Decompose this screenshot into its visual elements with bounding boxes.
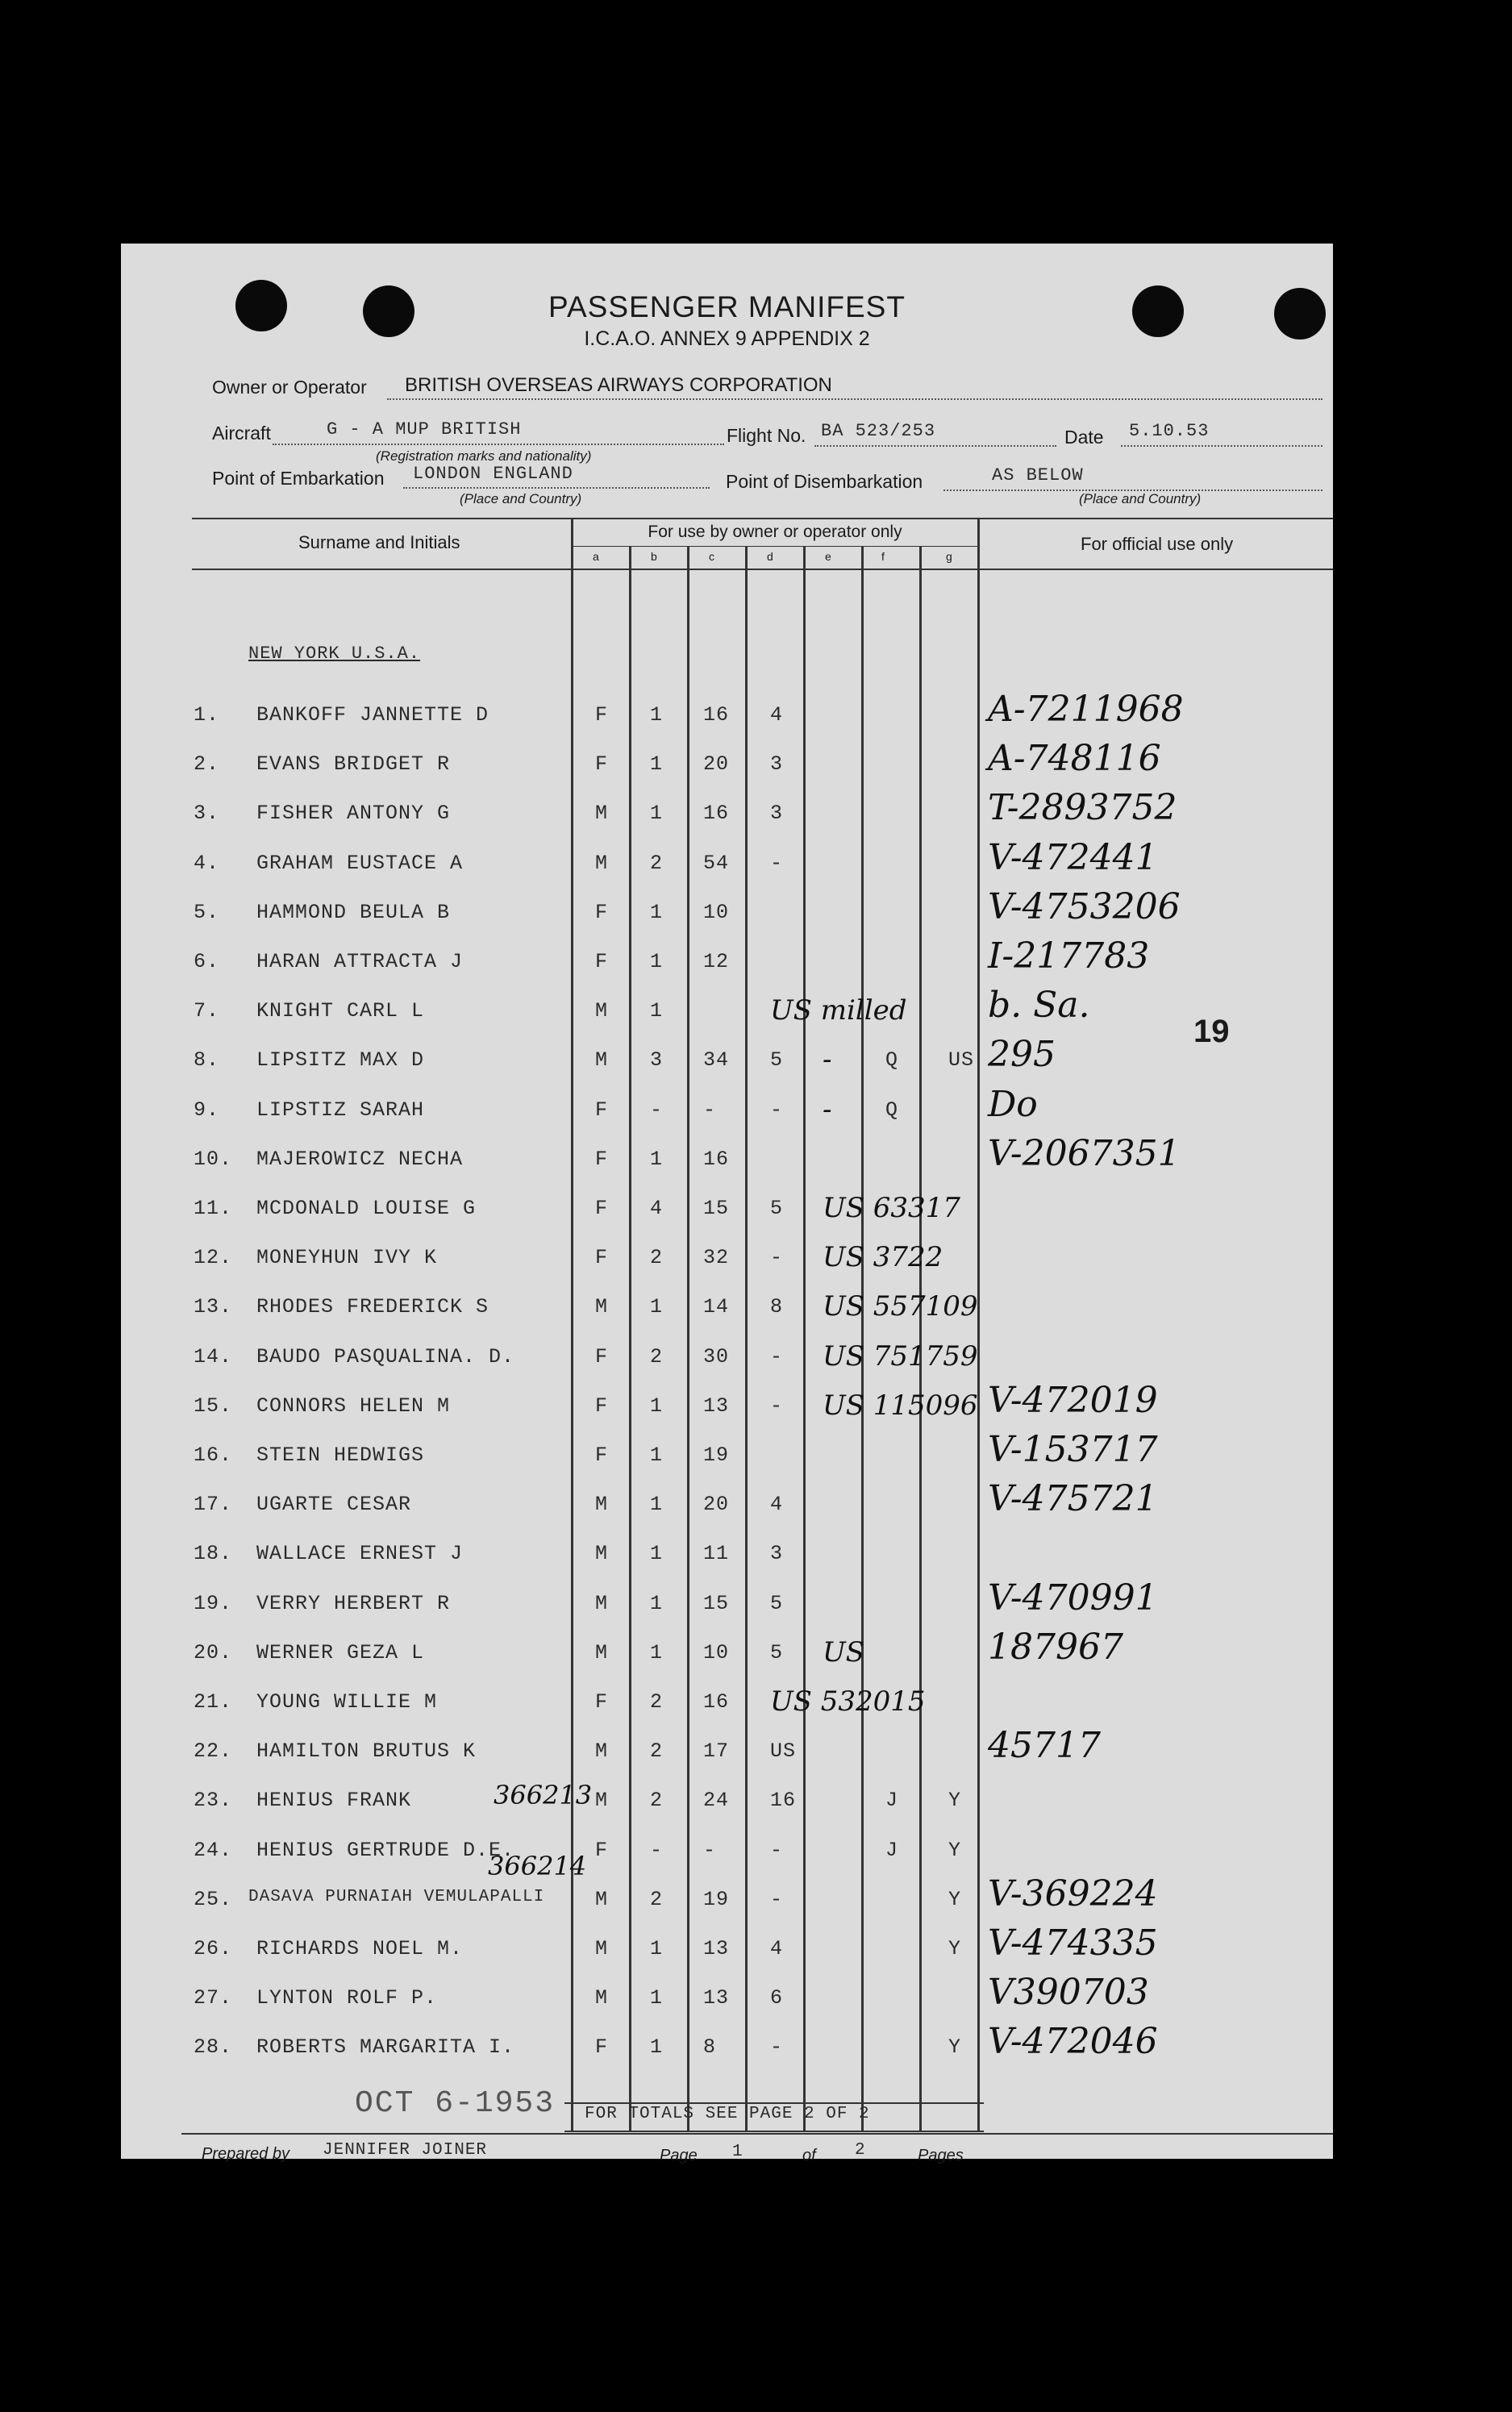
- cell-e: US 3722: [823, 1241, 943, 1274]
- passenger-name: CONNORS HELEN M: [256, 1393, 451, 1418]
- passenger-name: BAUDO PASQUALINA. D.: [256, 1344, 515, 1368]
- cell-d: -: [770, 1344, 784, 1368]
- row-number: 23.: [194, 1789, 233, 1813]
- totals-bottom-rule: [564, 2131, 984, 2132]
- section-heading: NEW YORK U.S.A.: [248, 644, 421, 664]
- disembark-note: (Place and Country): [1079, 491, 1202, 506]
- cell-e: US 751759: [823, 1339, 978, 1373]
- embark-label: Point of Embarkation: [212, 468, 385, 489]
- cell-c: 11: [703, 1542, 730, 1566]
- official-number: V-153717: [988, 1429, 1158, 1470]
- row-number: 20.: [194, 1640, 233, 1664]
- table-row: [121, 1034, 1333, 1097]
- cell-c: 16: [703, 802, 730, 826]
- disembark-label: Point of Disembarkation: [726, 471, 923, 492]
- flight-line: [814, 445, 1056, 447]
- cell-e: US 115096: [823, 1389, 978, 1422]
- cell-c: 54: [703, 851, 730, 875]
- cell-b: 1: [650, 752, 664, 777]
- cell-a: M: [595, 1739, 609, 1764]
- passenger-name: LYNTON ROLF P.: [256, 1986, 438, 2010]
- official-number: V-2067351: [988, 1132, 1181, 1174]
- cell-b: 1: [650, 1640, 664, 1664]
- row-number: 22.: [194, 1739, 233, 1764]
- row-number: 14.: [194, 1344, 233, 1368]
- cell-b: 2: [650, 1246, 664, 1270]
- cell-a: M: [595, 1295, 609, 1319]
- handwritten-gertrude-number: 366214: [488, 1851, 587, 1881]
- passenger-name: HAMILTON BRUTUS K: [256, 1739, 477, 1764]
- cell-c: 19: [703, 1443, 730, 1467]
- cell-b: 1: [650, 1147, 664, 1171]
- col-name-header: Surname and Initials: [298, 532, 460, 552]
- registration-note: (Registration marks and nationality): [376, 448, 592, 464]
- official-number: V-472046: [988, 2021, 1158, 2063]
- cell-d: 4: [770, 1493, 784, 1517]
- table-row: [121, 1478, 1333, 1541]
- row-number: 12.: [194, 1246, 233, 1270]
- date-line: [1121, 445, 1322, 447]
- passenger-name: MONEYHUN IVY K: [256, 1246, 438, 1270]
- owner-value: BRITISH OVERSEAS AIRWAYS CORPORATION: [405, 374, 832, 396]
- pages-label: Pages: [918, 2147, 964, 2164]
- table-row: [121, 885, 1333, 949]
- row-number: 11.: [194, 1197, 233, 1220]
- cell-b: 1: [650, 2035, 664, 2060]
- cell-b: -: [650, 1838, 664, 1862]
- cell-c: 15: [703, 1197, 730, 1220]
- cell-a: F: [595, 1690, 609, 1714]
- row-number: 21.: [194, 1690, 233, 1714]
- official-number: V-475721: [988, 1478, 1158, 1520]
- sub-col-e: e: [825, 550, 831, 563]
- page-mark: 19: [1193, 1014, 1230, 1049]
- passenger-name: STEIN HEDWIGS: [256, 1443, 425, 1467]
- row-number: 9.: [194, 1098, 220, 1122]
- col-operator-header: For use by owner or operator only: [648, 523, 902, 541]
- cell-c: 24: [703, 1789, 730, 1813]
- cell-d: 16: [770, 1789, 797, 1813]
- cell-b: 2: [650, 1789, 664, 1813]
- cell-d: 4: [770, 703, 784, 727]
- cell-a: M: [595, 851, 609, 875]
- cell-a: F: [595, 1147, 609, 1171]
- cell-a: F: [595, 1246, 609, 1270]
- cell-b: 2: [650, 1739, 664, 1764]
- official-number: Do: [988, 1083, 1038, 1125]
- cell-d: 5: [770, 1197, 784, 1220]
- sub-col-d: d: [767, 550, 773, 563]
- cell-a: F: [595, 1838, 609, 1862]
- cell-b: 1: [650, 1937, 664, 1960]
- passenger-name: LIPSITZ MAX D: [256, 1048, 425, 1073]
- cell-c: 20: [703, 1493, 730, 1517]
- sub-col-a: a: [593, 550, 599, 563]
- row-number: 26.: [194, 1937, 233, 1960]
- cell-c: 17: [703, 1739, 730, 1764]
- cell-d: -: [770, 851, 784, 875]
- page-subtitle: I.C.A.O. ANNEX 9 APPENDIX 2: [584, 327, 870, 350]
- table-row: [121, 1192, 1333, 1245]
- cell-e: -: [823, 1093, 832, 1126]
- table-row: [121, 1577, 1333, 1640]
- cell-d: -: [770, 1246, 784, 1270]
- cell-a: F: [595, 950, 609, 973]
- aircraft-line: [273, 444, 724, 445]
- official-number: V-474335: [988, 1923, 1158, 1964]
- cell-a: M: [595, 1591, 609, 1615]
- cell-c: -: [703, 1098, 717, 1122]
- operator-sub-rule: [573, 546, 977, 547]
- passenger-name: RICHARDS NOEL M.: [256, 1937, 464, 1960]
- official-number: A-748116: [988, 738, 1161, 780]
- embark-line: [403, 487, 710, 489]
- cell-b: 2: [650, 1344, 664, 1368]
- cell-d: US 532015: [770, 1685, 926, 1718]
- cell-c: 8: [703, 2035, 717, 2060]
- cell-e: US 557109: [823, 1290, 978, 1323]
- page-title: PASSENGER MANIFEST: [548, 290, 906, 323]
- passenger-name: HENIUS GERTRUDE D.E.: [256, 1838, 515, 1862]
- cell-f: J: [885, 1838, 899, 1862]
- passenger-name: HAMMOND BEULA B: [256, 900, 451, 924]
- passenger-name: VERRY HERBERT R: [256, 1591, 451, 1615]
- passenger-name: MAJEROWICZ NECHA: [256, 1147, 464, 1171]
- row-number: 24.: [194, 1838, 233, 1862]
- passenger-name: WERNER GEZA L: [256, 1640, 425, 1664]
- cell-b: 1: [650, 1393, 664, 1418]
- cell-f: J: [885, 1789, 899, 1813]
- official-number: V-369224: [988, 1873, 1158, 1914]
- cell-b: 3: [650, 1048, 664, 1073]
- handwritten-frank-number: 366213: [494, 1780, 593, 1810]
- cell-c: 19: [703, 1887, 730, 1911]
- embark-value: LONDON ENGLAND: [413, 464, 573, 484]
- row-number: 16.: [194, 1443, 233, 1467]
- cell-e: US: [823, 1635, 864, 1668]
- row-number: 18.: [194, 1542, 233, 1566]
- cell-d: 5: [770, 1640, 784, 1664]
- cell-d: 8: [770, 1295, 784, 1319]
- sub-col-b: b: [651, 550, 657, 563]
- official-number: A-7211968: [988, 689, 1184, 730]
- cell-d: -: [770, 1393, 784, 1418]
- cell-b: -: [650, 1098, 664, 1122]
- cell-d: 5: [770, 1591, 784, 1615]
- footer-rule: [181, 2133, 1333, 2135]
- prepared-value: JENNIFER JOINER: [323, 2141, 488, 2160]
- cell-c: 32: [703, 1246, 730, 1270]
- passenger-name: GRAHAM EUSTACE A: [256, 851, 464, 875]
- prepared-label: Prepared by: [202, 2145, 289, 2163]
- cell-d: -: [770, 1838, 784, 1862]
- cell-a: F: [595, 703, 609, 727]
- cell-f: Q: [885, 1098, 899, 1122]
- table-row: [121, 935, 1333, 998]
- official-number: T-2893752: [988, 787, 1177, 829]
- cell-b: 2: [650, 851, 664, 875]
- of-label: of: [802, 2147, 816, 2164]
- cell-a: F: [595, 1443, 609, 1467]
- cell-b: 2: [650, 1887, 664, 1911]
- cell-c: -: [703, 1838, 717, 1862]
- cell-a: M: [595, 1937, 609, 1960]
- cell-c: 16: [703, 703, 730, 727]
- official-number: V-470991: [988, 1577, 1158, 1618]
- table-row: [121, 1626, 1333, 1689]
- row-number: 3.: [194, 802, 220, 826]
- page-value: 1: [732, 2143, 744, 2161]
- flight-value: BA 523/253: [821, 421, 936, 441]
- cell-d: 6: [770, 1986, 784, 2010]
- row-number: 4.: [194, 851, 220, 875]
- passenger-name: EVANS BRIDGET R: [256, 752, 451, 777]
- of-value: 2: [855, 2141, 866, 2160]
- aircraft-value: G - A MUP BRITISH: [327, 419, 522, 439]
- row-number: 1.: [194, 703, 220, 727]
- cell-a: F: [595, 1344, 609, 1368]
- totals-note: FOR TOTALS SEE PAGE 2 OF 2: [585, 2105, 870, 2123]
- row-number: 13.: [194, 1295, 233, 1319]
- cell-a: F: [595, 1098, 609, 1122]
- date-stamp: OCT 6-1953: [355, 2086, 556, 2121]
- table-row: [121, 1241, 1333, 1294]
- cell-c: 12: [703, 950, 730, 973]
- row-number: 19.: [194, 1591, 233, 1615]
- row-number: 2.: [194, 752, 220, 777]
- passenger-name: RHODES FREDERICK S: [256, 1295, 489, 1319]
- cell-d: -: [770, 2035, 784, 2060]
- cell-a: M: [595, 1986, 609, 2010]
- cell-c: 10: [703, 1640, 730, 1664]
- cell-d: 5: [770, 1048, 784, 1073]
- cell-d: US milled: [770, 994, 907, 1027]
- cell-a: M: [595, 1542, 609, 1566]
- owner-line: [387, 398, 1322, 400]
- cell-b: 2: [650, 1690, 664, 1714]
- cell-d: -: [770, 1098, 784, 1122]
- cell-c: 16: [703, 1147, 730, 1171]
- table-row: [121, 1725, 1333, 1788]
- cell-c: 30: [703, 1344, 730, 1368]
- passenger-name: HENIUS FRANK: [256, 1789, 412, 1813]
- manifest-sheet: [121, 244, 1333, 2164]
- cell-c: 13: [703, 1986, 730, 2010]
- passenger-name: HARAN ATTRACTA J: [256, 950, 464, 973]
- sub-col-g: g: [946, 550, 952, 563]
- cell-a: M: [595, 999, 609, 1023]
- cell-b: 4: [650, 1197, 664, 1220]
- cell-e: US 63317: [823, 1192, 960, 1224]
- cell-b: 1: [650, 1542, 664, 1566]
- cell-a: M: [595, 1887, 609, 1911]
- cell-c: 20: [703, 752, 730, 777]
- row-number: 10.: [194, 1147, 233, 1171]
- page-label: Page: [660, 2147, 698, 2164]
- cell-d: 3: [770, 1542, 784, 1566]
- cell-b: 1: [650, 1591, 664, 1615]
- table-row: [121, 2021, 1333, 2084]
- cell-d: 4: [770, 1937, 784, 1960]
- table-header-rule: [192, 569, 1333, 570]
- cell-c: 14: [703, 1295, 730, 1319]
- table-row: [121, 1132, 1333, 1196]
- cell-b: 1: [650, 1295, 664, 1319]
- cell-g: Y: [948, 1789, 962, 1813]
- sub-col-f: f: [881, 550, 885, 563]
- cell-b: 1: [650, 950, 664, 973]
- cell-g: Y: [948, 1887, 962, 1911]
- table-row: [121, 1923, 1333, 1985]
- cell-b: 1: [650, 1443, 664, 1467]
- table-row: [121, 1685, 1333, 1739]
- flight-label: Flight No.: [727, 425, 806, 446]
- official-number: V390703: [988, 1972, 1149, 2014]
- cell-a: F: [595, 2035, 609, 2060]
- cell-a: M: [595, 1789, 609, 1813]
- aircraft-label: Aircraft: [212, 423, 271, 444]
- cell-a: M: [595, 1640, 609, 1664]
- row-number: 5.: [194, 900, 220, 924]
- row-number: 15.: [194, 1393, 233, 1418]
- official-number: 295: [988, 1034, 1056, 1076]
- cell-a: F: [595, 900, 609, 924]
- cell-c: 13: [703, 1393, 730, 1418]
- cell-c: 15: [703, 1591, 730, 1615]
- passenger-name: YOUNG WILLIE M: [256, 1690, 438, 1714]
- table-top-rule: [192, 518, 1333, 519]
- row-number: 7.: [194, 999, 220, 1023]
- official-number: b. Sa.: [988, 985, 1090, 1027]
- passenger-name: UGARTE CESAR: [256, 1493, 412, 1517]
- passenger-name: LIPSTIZ SARAH: [256, 1098, 425, 1122]
- cell-a: M: [595, 802, 609, 826]
- cell-g: Y: [948, 2035, 962, 2060]
- date-value: 5.10.53: [1129, 421, 1210, 441]
- cell-a: F: [595, 752, 609, 777]
- row-number: 27.: [194, 1986, 233, 2010]
- table-row: [121, 1789, 1333, 1837]
- cell-c: 16: [703, 1690, 730, 1714]
- passenger-name: DASAVA PURNAIAH VEMULAPALLI: [248, 1887, 545, 1906]
- table-row: [121, 1290, 1333, 1343]
- cell-b: 1: [650, 1493, 664, 1517]
- official-number: V-472019: [988, 1379, 1158, 1421]
- cell-b: 1: [650, 703, 664, 727]
- cell-c: 13: [703, 1937, 730, 1960]
- sub-col-c: c: [709, 550, 714, 563]
- cell-d: -: [770, 1887, 784, 1911]
- passenger-name: KNIGHT CARL L: [256, 999, 425, 1023]
- official-number: 187967: [988, 1626, 1123, 1668]
- passenger-name: WALLACE ERNEST J: [256, 1542, 464, 1566]
- row-number: 28.: [194, 2035, 233, 2060]
- cell-g: Y: [948, 1838, 962, 1862]
- cell-f: Q: [885, 1048, 899, 1073]
- cell-g: Y: [948, 1937, 962, 1960]
- totals-top-rule: [564, 2102, 984, 2104]
- official-number: I-217783: [988, 935, 1150, 977]
- owner-label: Owner or Operator: [212, 377, 367, 398]
- cell-b: 1: [650, 999, 664, 1023]
- passenger-name: BANKOFF JANNETTE D: [256, 703, 489, 727]
- cell-g: US: [948, 1048, 975, 1073]
- row-number: 6.: [194, 950, 220, 973]
- cell-b: 1: [650, 900, 664, 924]
- row-number: 8.: [194, 1048, 220, 1073]
- cell-d: 3: [770, 802, 784, 826]
- disembark-line: [943, 489, 1322, 491]
- passenger-name: MCDONALD LOUISE G: [256, 1197, 477, 1220]
- cell-b: 1: [650, 1986, 664, 2010]
- cell-c: 10: [703, 900, 730, 924]
- cell-a: M: [595, 1493, 609, 1517]
- cell-d: US: [770, 1739, 797, 1764]
- col-official-header: For official use only: [1081, 534, 1234, 554]
- cell-e: -: [823, 1044, 832, 1077]
- cell-b: 1: [650, 802, 664, 826]
- disembark-value: AS BELOW: [992, 465, 1084, 485]
- cell-c: 34: [703, 1048, 730, 1073]
- cell-a: M: [595, 1048, 609, 1073]
- date-label: Date: [1064, 427, 1104, 448]
- official-number: V-472441: [988, 836, 1158, 878]
- embark-note: (Place and Country): [460, 491, 582, 506]
- cell-a: F: [595, 1393, 609, 1418]
- row-number: 25.: [194, 1887, 233, 1911]
- cell-d: 3: [770, 752, 784, 777]
- official-number: 45717: [988, 1725, 1101, 1767]
- row-number: 17.: [194, 1493, 233, 1517]
- official-number: V-4753206: [988, 885, 1181, 927]
- cell-a: F: [595, 1197, 609, 1220]
- passenger-name: FISHER ANTONY G: [256, 802, 451, 826]
- table-row: [121, 985, 1333, 1048]
- passenger-name: ROBERTS MARGARITA I.: [256, 2035, 515, 2060]
